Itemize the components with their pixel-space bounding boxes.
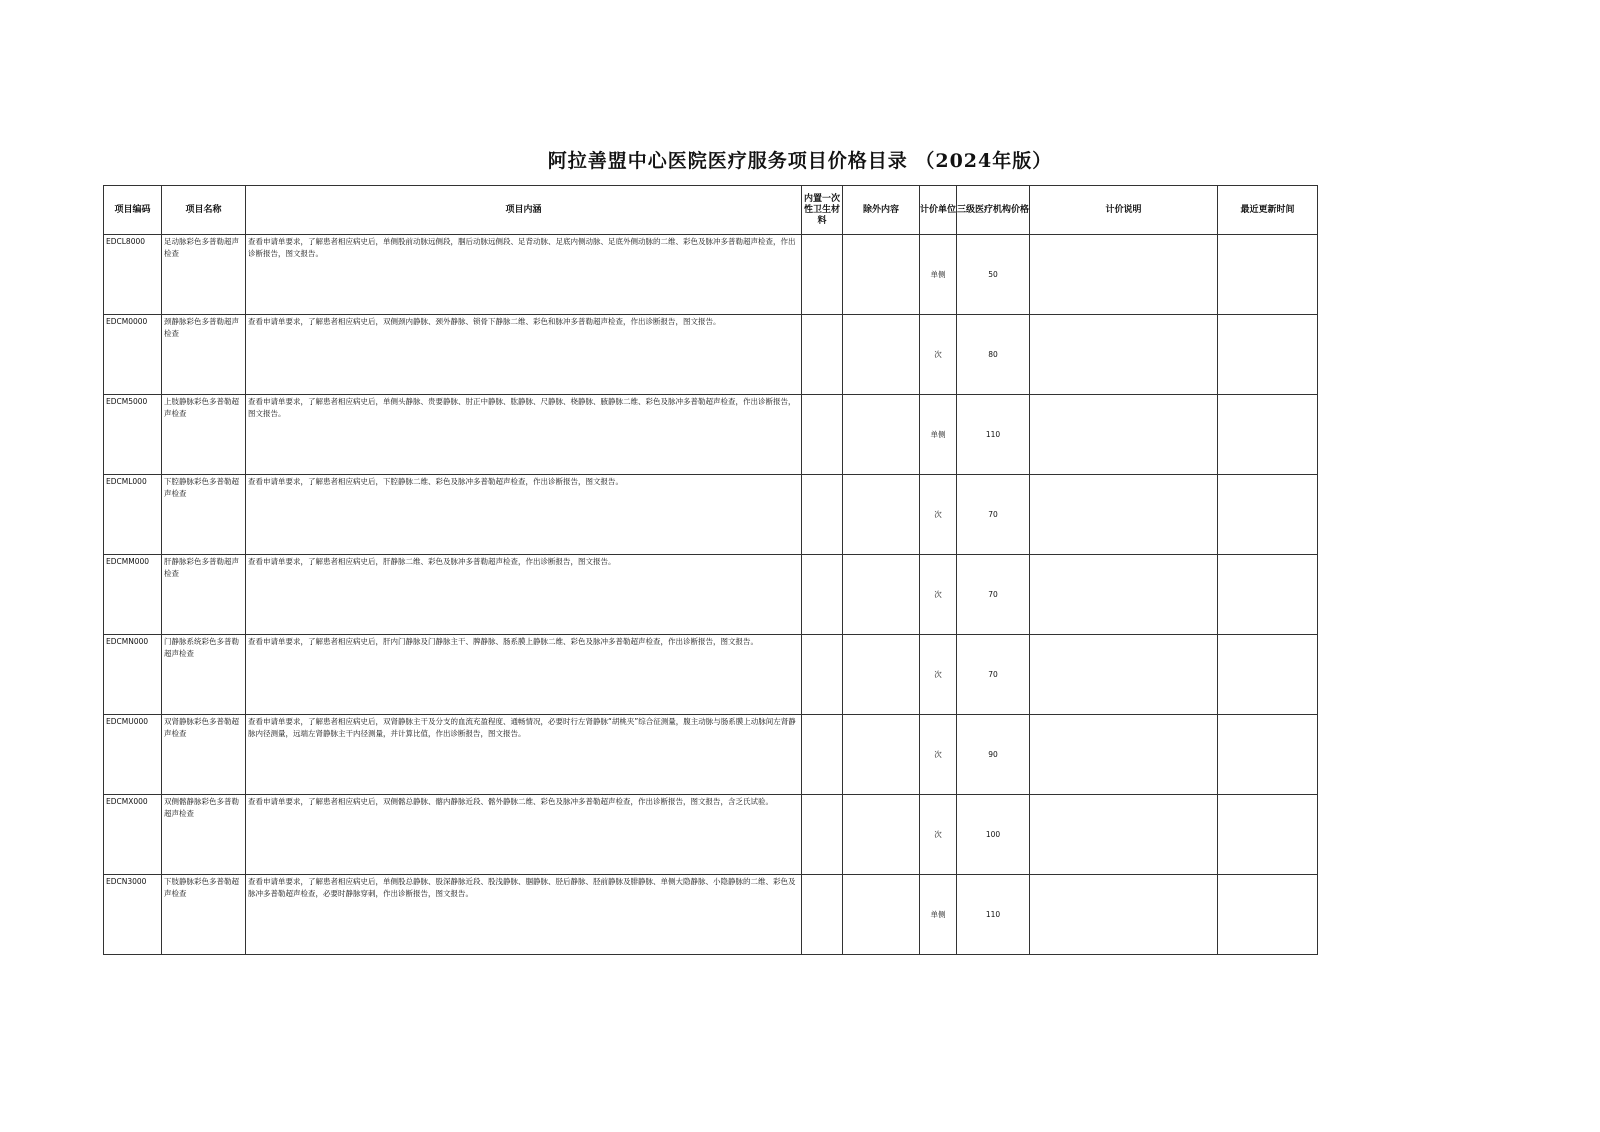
item-content: 查看申请单要求，了解患者相应病史后，双侧颈内静脉、颈外静脉、锁骨下静脉二维、彩色和脉冲多普勒超声检查，作出诊断报告，图文报告。 — [246, 315, 802, 395]
item-content: 查看申请单要求，了解患者相应病史后，单侧头静脉、贵要静脉、肘正中静脉、肱静脉、尺静脉、桡静脉、腋静脉二维、彩色及脉冲多普勒超声检查，作出诊断报告，图文报告。 — [246, 395, 802, 475]
item-price: 50 — [957, 235, 1030, 315]
item-price: 110 — [957, 395, 1030, 475]
item-price: 70 — [957, 635, 1030, 715]
item-content: 查看申请单要求，了解患者相应病史后，单侧股总静脉、股深静脉近段、股浅静脉、腘静脉、胫后静脉、胫前静脉及腓静脉、单侧大隐静脉、小隐静脉的二维、彩色及脉冲多普勒超声检查，必要时静脉穿刺，作出诊断报告，图文报告。 — [246, 875, 802, 955]
item-note — [1030, 715, 1218, 795]
item-materials — [802, 875, 843, 955]
item-code: EDCN3000 — [104, 875, 162, 955]
item-unit: 次 — [920, 635, 957, 715]
item-excluded — [843, 715, 920, 795]
item-code: EDCMN000 — [104, 635, 162, 715]
item-code: EDCMU000 — [104, 715, 162, 795]
header-name: 项目名称 — [162, 186, 246, 235]
table-row — [104, 875, 1318, 955]
item-name: 下腔静脉彩色多普勒超声检查 — [162, 475, 246, 555]
header-note: 计价说明 — [1030, 186, 1218, 235]
item-price: 80 — [957, 315, 1030, 395]
item-materials — [802, 715, 843, 795]
item-materials — [802, 235, 843, 315]
item-excluded — [843, 795, 920, 875]
item-content: 查看申请单要求，了解患者相应病史后，肝内门静脉及门静脉主干、脾静脉、肠系膜上静脉二维、彩色及脉冲多普勒超声检查，作出诊断报告，图文报告。 — [246, 635, 802, 715]
table-row — [104, 555, 1318, 635]
table-row — [104, 235, 1318, 315]
item-content: 查看申请单要求，了解患者相应病史后，单侧股前动脉远侧段，腘后动脉远侧段、足背动脉、足底内侧动脉、足底外侧动脉的二维、彩色及脉冲多普勒超声检查，作出诊断报告，图文报告。 — [246, 235, 802, 315]
table-row — [104, 475, 1318, 555]
header-excluded: 除外内容 — [843, 186, 920, 235]
item-note — [1030, 475, 1218, 555]
item-code: EDCMX000 — [104, 795, 162, 875]
item-updated — [1218, 235, 1318, 315]
item-excluded — [843, 395, 920, 475]
item-updated — [1218, 395, 1318, 475]
item-code: EDCM5000 — [104, 395, 162, 475]
item-excluded — [843, 315, 920, 395]
item-code: EDCL8000 — [104, 235, 162, 315]
item-updated — [1218, 795, 1318, 875]
header-price: 三级医疗机构价格 — [957, 186, 1030, 235]
item-content: 查看申请单要求，了解患者相应病史后，肝静脉二维、彩色及脉冲多普勒超声检查，作出诊断报告，图文报告。 — [246, 555, 802, 635]
header-unit: 计价单位 — [920, 186, 957, 235]
item-unit: 次 — [920, 555, 957, 635]
item-unit: 次 — [920, 795, 957, 875]
item-updated — [1218, 715, 1318, 795]
item-materials — [802, 795, 843, 875]
item-name: 双侧髂静脉彩色多普勒超声检查 — [162, 795, 246, 875]
item-price: 70 — [957, 475, 1030, 555]
item-note — [1030, 315, 1218, 395]
item-content: 查看申请单要求，了解患者相应病史后，双侧髂总静脉、髂内静脉近段、髂外静脉二维、彩色及脉冲多普勒超声检查，作出诊断报告，图文报告，含乏氏试验。 — [246, 795, 802, 875]
item-price: 70 — [957, 555, 1030, 635]
header-content: 项目内涵 — [246, 186, 802, 235]
table-header-row — [104, 186, 1318, 235]
item-materials — [802, 315, 843, 395]
item-name: 门静脉系统彩色多普勒超声检查 — [162, 635, 246, 715]
item-code: EDCMM000 — [104, 555, 162, 635]
item-note — [1030, 635, 1218, 715]
table-row — [104, 315, 1318, 395]
item-unit: 单侧 — [920, 875, 957, 955]
item-unit: 次 — [920, 715, 957, 795]
item-code: EDCM0000 — [104, 315, 162, 395]
item-name: 颈静脉彩色多普勒超声检查 — [162, 315, 246, 395]
price-catalog-table — [103, 185, 1318, 955]
item-name: 下肢静脉彩色多普勒超声检查 — [162, 875, 246, 955]
header-code: 项目编码 — [104, 186, 162, 235]
table-row — [104, 395, 1318, 475]
item-note — [1030, 395, 1218, 475]
item-name: 肝静脉彩色多普勒超声检查 — [162, 555, 246, 635]
item-updated — [1218, 475, 1318, 555]
item-price: 90 — [957, 715, 1030, 795]
item-excluded — [843, 635, 920, 715]
item-materials — [802, 555, 843, 635]
item-unit: 次 — [920, 315, 957, 395]
item-excluded — [843, 555, 920, 635]
page-title: 阿拉善盟中心医院医疗服务项目价格目录 （2024年版） — [547, 150, 1053, 172]
item-note — [1030, 875, 1218, 955]
item-name: 足动脉彩色多普勒超声检查 — [162, 235, 246, 315]
item-updated — [1218, 555, 1318, 635]
item-materials — [802, 395, 843, 475]
item-updated — [1218, 635, 1318, 715]
table-row — [104, 635, 1318, 715]
item-excluded — [843, 235, 920, 315]
item-materials — [802, 635, 843, 715]
item-note — [1030, 235, 1218, 315]
item-updated — [1218, 315, 1318, 395]
item-price: 100 — [957, 795, 1030, 875]
item-unit: 单侧 — [920, 235, 957, 315]
item-name: 双肾静脉彩色多普勒超声检查 — [162, 715, 246, 795]
item-content: 查看申请单要求，了解患者相应病史后，双肾静脉主干及分支的血流充盈程度、通畅情况，必要时行左肾静脉“胡桃夹”综合征测量，腹主动脉与肠系膜上动脉间左肾静脉内径测量，远端左肾静脉主干内径测量，并计算比值，作出诊断报告，图文报告。 — [246, 715, 802, 795]
header-materials: 内置一次性卫生材料 — [802, 186, 843, 235]
table-row — [104, 795, 1318, 875]
item-code: EDCML000 — [104, 475, 162, 555]
item-content: 查看申请单要求，了解患者相应病史后，下腔静脉二维、彩色及脉冲多普勒超声检查，作出诊断报告，图文报告。 — [246, 475, 802, 555]
item-excluded — [843, 475, 920, 555]
table-row — [104, 715, 1318, 795]
item-materials — [802, 475, 843, 555]
item-unit: 单侧 — [920, 395, 957, 475]
item-updated — [1218, 875, 1318, 955]
item-unit: 次 — [920, 475, 957, 555]
item-price: 110 — [957, 875, 1030, 955]
header-updated: 最近更新时间 — [1218, 186, 1318, 235]
item-excluded — [843, 875, 920, 955]
item-name: 上肢静脉彩色多普勒超声检查 — [162, 395, 246, 475]
item-note — [1030, 795, 1218, 875]
item-note — [1030, 555, 1218, 635]
